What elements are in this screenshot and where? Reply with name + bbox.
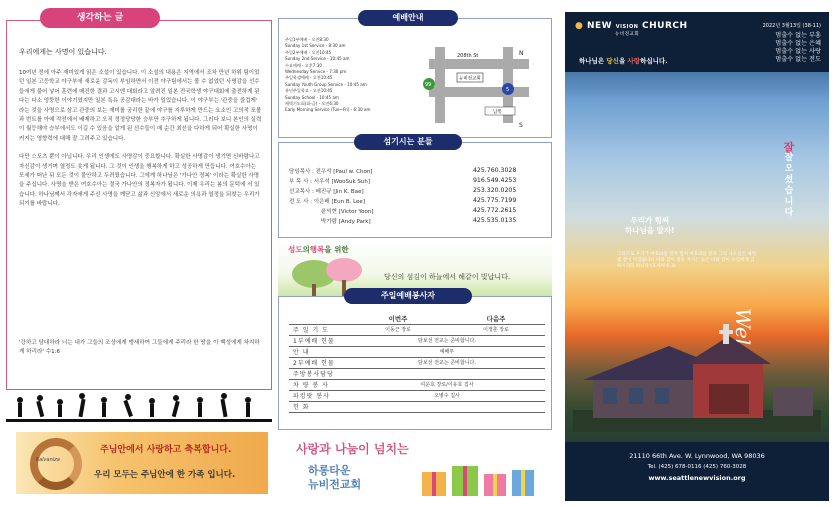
service-row: 파킹랏 봉사 오병수 집사 [289,390,545,401]
essay-paragraph: 다만 스포츠 뿐이 아닙니다. 우리 인생에도 사명감이 중요합니다. 확실한 사명감이 생기면 신바람나고 자신감이 생기며 열정도 솟게 됩니다. 그 것이 인생을 행복하게 하고 성공하게 만듭니다. 여호수아는 모세가 떠난 뒤 모든 것이 불안하고 두려웠습니다. 그에게 하나님은 '가나안 정복' 이라는 확실한 사명을 주십니다. 사명을 받은 여호수아는 결국 가나안의 정복자가 됩니다. 이제 우리는 봄의 문턱에 서 있습니다. 하나님께서 각자에게 주신 사명을 깨닫고 삶과 신앙에서 새로운 의욕과 열정을 되찾는 우리가 되기를 바랍니다. [19,154,260,208]
map-south-arrow-label: 남쪽 [493,110,502,115]
service-header [289,313,349,324]
service-volunteers-tab: 주일예배봉사자 [344,288,472,304]
service-row: 차 량 봉 사 여운호 장로/이유호 집사 [289,379,545,390]
service-row: 헌 화 [289,401,545,412]
staff-directory-box [278,142,552,238]
essay-box [6,20,272,390]
worship-item: Early Morning Service (Tue~Fri) - 6:30 am [285,107,371,113]
hwy-99-label: 99 [425,82,432,88]
staff-name: 박가람 [Andy Park] [321,219,371,225]
map-street-label: 208th St [457,53,479,59]
worship-item: 주일학생예배 - 오전10:45 [285,75,333,81]
staff-row [279,197,553,206]
worship-schedule [285,37,411,114]
worship-item: 주일1부예배 - 오전8:30 [285,37,329,42]
staff-row [279,167,553,176]
staff-phone: 425.760.3028 [473,167,517,174]
banner-logo: Kalvaniza [36,457,60,463]
church-logo: ● NEW VISION CHURCH 뉴비전교회 [575,21,688,37]
people-silhouette-decoration [6,388,272,428]
worship-item: Sunday School - 10:45 am [285,94,339,100]
love-banner-line-1: 사랑과 나눔이 넘치는 [296,442,409,456]
staff-phone: 425.775.7199 [473,197,517,204]
service-row: 1부예배 헌물 담보선 전교는 준비합니다. [289,335,545,346]
essay-paragraph: 10여년 전에 아주 재미있게 읽은 소설이 있습니다. 이 소설의 내용은 지역에서 조차 만년 하위 팀이었던 일본 고등학교 야구부에 새로운 감독이 부임하면서 이전 야구팀에서는 볼 수 없었던 사명감을 선수들에게 불어 넣어 훈련에 매진한 결과 고시엔 대회라고 알려진 일본 전국학생 야구대회에 출전하게 된다는 다소 엉뚱한 이야기였지만 일본 특유 공감대라는 바가 일었습니다. 이 야구부는 '관중을 즐겁게' 라는 것을 사명으로 삼고 관중의 보는 재미를 궁리한 끝에 야구를 지루하게 만드는 요소인 고의적 포볼과 번트를 아예 작전에서 배제하고 오직 정정당당한 승부만 추구하게 됩니다. 그러다 보니 본인의 실력이 월등해야 승부에서도 이길 수 있음을 알게 된 선수들이 매 순간 최선을 다하게 되어 확실한 사명이 커지는 영향력에 대해 잘 그려주고 있습니다. [19,70,262,142]
staff-name: 윤익현 [Victor Yoon] [321,209,374,215]
essay-intro: 우리에게는 사명이 있습니다. [19,48,107,56]
church-love-banner [278,436,552,500]
staff-row [279,217,553,226]
worship-item: 새벽기도회(화-금) - 오전6:30 [285,100,339,106]
church-building-illustration [573,322,821,432]
map-south-label: S [519,122,523,129]
essay-body [19,69,263,219]
cover-slogan: 하나님은 당신을 사랑하십니다. [579,57,668,65]
service-row: 2부예배 헌물 담보선 전교는 준비합니다. [289,357,545,368]
service-row: 주 일 기 도 이동근 장로 이정훈 장로 [289,324,545,335]
staff-phone: 425.535.0135 [473,217,517,224]
bulletin-date: 2022년 3월13일 (38-11) [762,23,821,29]
service-header-row [289,313,545,324]
cover-footer [565,442,829,501]
staff-directory-tab: 섬기시는 분들 [354,134,462,150]
gift-boxes-decoration [418,458,538,498]
service-table [289,313,545,413]
worship-item: 수요예배 - 오후7:30 [285,62,322,68]
staff-name: 전 도 사 : 이은배 [Eun B. Lee] [289,199,365,205]
staff-row [279,187,553,196]
church-mottos: 멈출수 없는 부흥 멈출수 없는 은혜 멈출수 없는 사랑 멈출수 없는 전도 [775,32,821,63]
service-row: 안 내 예배부 [289,346,545,357]
hwy-5-label: 5 [506,87,510,93]
essay-quote: '강하고 담대하라 너는 내가 그들의 조상에게 맹세하여 그들에게 주리라 한 땅을 이 백성에게 차지하게 하리라' 수1:6 [19,340,260,356]
worship-item: Sunday 2nd Service - 10:45 am [285,56,350,62]
worship-item: Wednesday Service - 7:30 pm [285,68,347,74]
church-website-link[interactable]: www.seattlenewvision.org [648,474,746,482]
staff-name: 선교목사 : 배진규 [Jin K. Bae] [289,189,364,195]
love-banner-line-2: 하롱타운 뉴비전교회 [308,464,362,491]
staff-phone: 916.549.4253 [473,177,517,184]
bulletin-cover [565,12,829,501]
staff-name: 부 목 사 : 서우석 [WooSuk Suh] [289,179,370,185]
service-header: 다음주 [447,313,545,324]
staff-name: 담임목사 : 전우석 [Paul w. Chon] [289,169,373,175]
church-location-map [413,37,545,133]
worship-item: Sunday 1st Service - 8:30 am [285,43,346,49]
church-address: 21110 66th Ave. W. Lynnwood, WA 98036 [629,452,765,460]
worship-tab: 예배안내 [358,10,458,26]
blessing-banner [16,432,268,494]
staff-phone: 425.772.2615 [473,207,517,214]
saint-banner-title: 성도의행복을 위한 [288,245,349,254]
blessing-line-1: 주님안에서 사랑하고 축복합니다. [100,445,232,455]
vertical-greeting: 잘 잘오셨습니다 [783,141,795,218]
info-panel [278,8,556,502]
church-phone: Tel. (425) 678-0116 (425) 760-3028 [647,464,747,470]
essay-title-tab: 생각하는 글 [40,8,160,28]
essay-panel [6,8,272,502]
map-church-label: 뉴비전교회 [459,76,481,82]
worship-item: 주일2부예배 - 오전10:45 [285,49,332,55]
service-header: 이번주 [349,313,447,324]
map-north-label: N [519,50,524,57]
saint-banner-subtitle: 당신의 섬김이 하늘에서 해같이 빛납니다. [384,273,511,281]
worship-item: Sunday Youth Group Service - 10:45 am [285,81,367,87]
cover-headline: 우리가 힘써 하나님을 알자! [625,216,675,235]
worship-item: 유년주일학교 - 오전10:45 [285,88,333,94]
staff-row [279,207,553,216]
blessing-line-2: 우리 모두는 주님안에 한 가족 입니다. [94,470,236,480]
staff-row [279,177,553,186]
worship-box [278,18,552,138]
hands-circle-icon [30,438,82,490]
staff-phone: 253.320.0205 [473,187,517,194]
service-volunteers-box [278,296,552,430]
cover-bible-verse: 그러므로 우리가 여호와를 알자 힘써 여호와를 알자 그의 나오심은 새벽 빛 같이 어김없나니 비와 같이 땅을 적시는 늦은 비와 같이 우리에게 임하시리라 하니라 (호세아 6:3) [617,252,756,269]
service-row: 주방봉사담당 [289,368,545,379]
